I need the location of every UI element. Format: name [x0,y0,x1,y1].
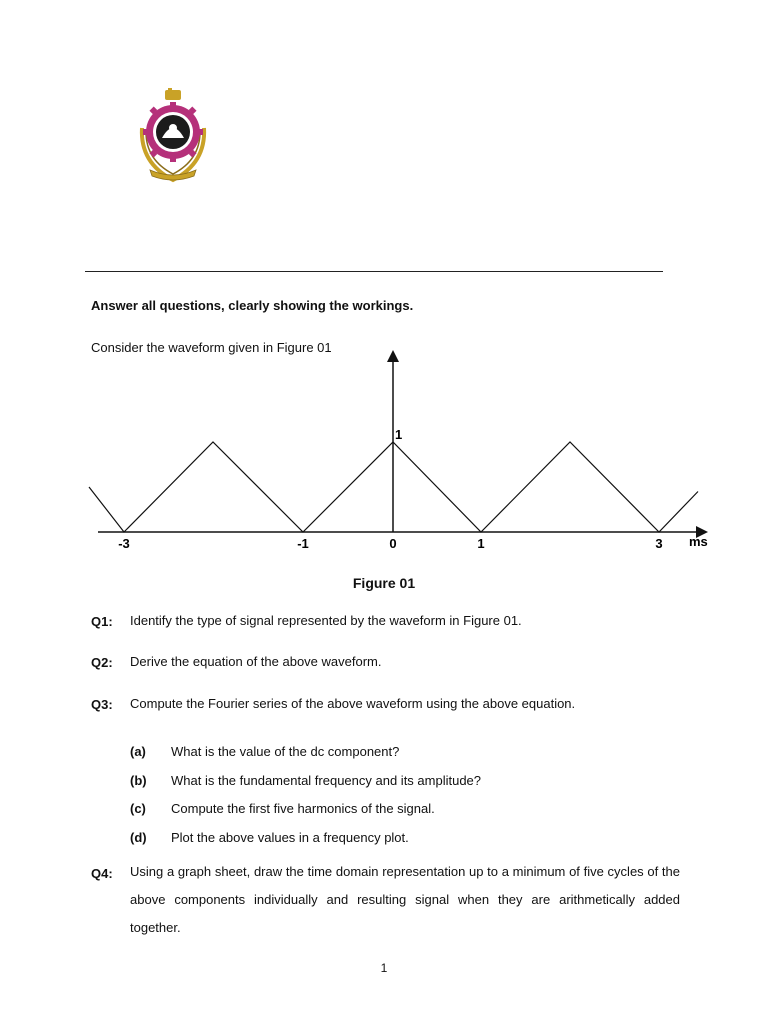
unit-label: ms [689,534,708,549]
subquestion-label: (b) [130,773,147,788]
question-number: Q1: [91,614,113,629]
question-text: Compute the Fourier series of the above waveform using the above equation. [130,696,576,711]
intro-text: Consider the waveform given in Figure 01 [91,340,332,355]
x-tick-label: 3 [655,536,663,551]
peak-label: 1 [395,427,403,442]
question-number: Q4: [91,866,113,881]
header-rule [85,271,663,272]
question-text: Identify the type of signal represented by the waveform in Figure 01. [130,613,522,628]
question-number: Q2: [91,655,113,670]
subquestion-label: (a) [130,744,146,759]
x-tick-label: 0 [389,536,397,551]
waveform-figure [80,348,720,563]
subquestion-text: What is the fundamental frequency and its amplitude? [171,773,482,788]
question-text: Using a graph sheet, draw the time domain representation up to a minimum of five cycles of the above components individually and resulting signal when they are arithmetically added together. [130,864,680,935]
subquestion-text: Compute the first five harmonics of the signal. [171,801,435,816]
x-tick-label: 1 [477,536,485,551]
page-number: 1 [380,961,388,975]
instruction-text: Answer all questions, clearly showing the workings. [91,298,414,313]
x-tick-label: -1 [297,536,309,551]
subquestion-text: Plot the above values in a frequency plot. [171,830,409,845]
university-crest-icon [136,88,210,184]
subquestion-label: (c) [130,801,146,816]
figure-caption: Figure 01 [352,575,416,591]
question-number: Q3: [91,697,113,712]
x-tick-label: -3 [118,536,130,551]
subquestion-label: (d) [130,830,147,845]
question-text: Derive the equation of the above waveform. [130,654,382,669]
subquestion-text: What is the value of the dc component? [171,744,400,759]
